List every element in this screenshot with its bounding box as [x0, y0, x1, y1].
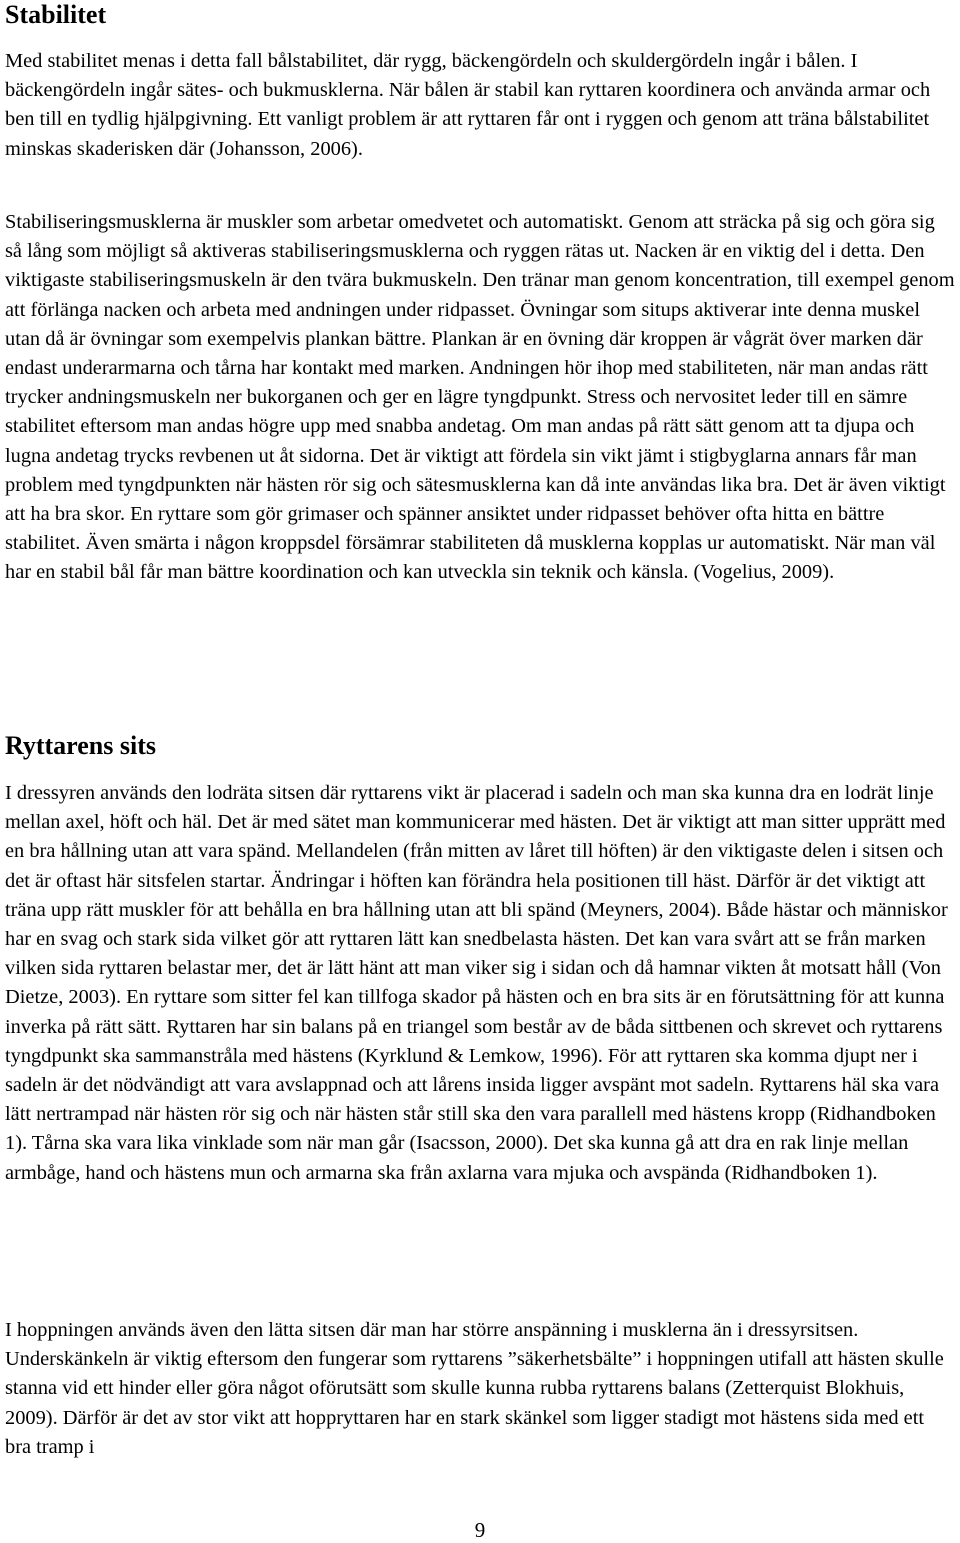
- paragraph-dressyr-sits: I dressyren används den lodräta sitsen där ryttarens vikt är placerad i sadeln och man ska kunna dra en lodrät linje mellan axel, höft och häl. Det är med sätet man kommunicerar med hästen. Det är viktigt att man sitter upprätt med en bra hållning utan att vara spänd. Mellandelen (från mitten av låret till höften) är den viktigaste delen i sitsen och det är oftast här sitsfelen startar. Ändringar i höften kan förändra hela positionen till häst. Därför är det viktigt att träna upp rätt muskler för att behålla en bra hållning utan att bli spänd (Meyners, 2004). Både hästar och människor har en svag och stark sida vilket gör att ryttaren lätt kan snedbelasta hästen. Det kan vara svårt att se från marken vilken sida ryttaren belastar mer, det är lätt hänt att man viker sig i sidan och då hamnar vikten åt motsatt håll (Von Dietze, 2003). En ryttare som sitter fel kan tillfoga skador på hästen och en bra sits är en förutsättning för att kunna inverka på rätt sätt. Ryttaren har sin balans på en triangel som består av de båda sittbenen och skrevet och ryttarens tyngdpunkt ska sammanstråla med hästens (Kyrklund & Lemkow, 1996). För att ryttaren ska komma djupt ner i sadeln är det nödvändigt att vara avslappnad och att lårens insida ligger avspänt mot sadeln. Ryttarens häl ska vara lätt nertrampad när hästen rör sig och när hästen står still ska den vara parallell med hästens kropp (Ridhandboken 1). Tårna ska vara lika vinklade som när man går (Isacsson, 2000). Det ska kunna gå att dra en rak linje mellan armbåge, hand och hästens mun och armarna ska från axlarna vara mjuka och avspända (Ridhandboken 1).: [5, 782, 948, 1184]
- paragraph-hoppning-sits: I hoppningen används även den lätta sitsen där man har större anspänning i musklerna än i dressyrsitsen. Underskänkeln är viktig eftersom den fungerar som ryttarens ”säkerhetsbälte” i hoppningen utifall att hästen skulle stanna vid ett hinder eller göra något oförutsätt som skulle kunna rubba ryttarens balans (Zetterquist Blokhuis, 2009). Därför är det av stor vikt att hoppryttaren har en stark skänkel som ligger stadigt mot hästens sida med ett bra tramp i: [5, 1319, 944, 1458]
- paragraph-stabiliseringsmusklerna: Stabiliseringsmusklerna är muskler som arbetar omedvetet och automatiskt. Genom att sträcka på sig och göra sig så lång som möjligt så aktiveras stabiliseringsmusklerna och ryggen rätas ut. Nacken är en viktig del i detta. Den viktigaste stabiliseringsmuskeln är den tvära bukmuskeln. Den tränar man genom koncentration, till exempel genom att förlänga nacken och arbeta med andningen under ridpasset. Övningar som situps aktiverar inte denna muskel utan då är övningar som exempelvis plankan bättre. Plankan är en övning där kroppen är vågrät över marken där endast underarmarna och tårna har kontakt med marken. Andningen hör ihop med stabiliteten, när man andas rätt trycker andningsmuskeln ner bukorganen och ger en lägre tyngdpunkt. Stress och nervositet leder till en sämre stabilitet eftersom man andas högre upp med snabba andetag. Om man andas på rätt sätt genom att ta djupa och lugna andetag trycks revbenen ut åt sidorna. Det är viktigt att fördela sin vikt jämt i stigbyglarna annars får man problem med tyngdpunkten när hästen rör sig och sätesmusklerna kan då inte användas lika bra. Det är även viktigt att ha bra skor. En ryttare som gör grimaser och spänner ansiktet under ridpasset behöver ofta hitta en bättre stabilitet. Även smärta i någon kroppsdel försämrar stabiliteten då musklerna kopplas ur automatiskt. När man väl har en stabil bål får man bättre koordination och kan utveckla sin teknik och känsla. (Vogelius, 2009).: [5, 211, 955, 584]
- page-number: 9: [474, 1518, 486, 1542]
- section-heading-stabilitet: Stabilitet: [5, 0, 107, 29]
- section-heading-ryttarens-sits: Ryttarens sits: [5, 731, 156, 760]
- paragraph-stabilitet-intro: Med stabilitet menas i detta fall bålstabilitet, där rygg, bäckengördeln och skuldergördeln ingår i bålen. I bäckengördeln ingår sätes- och bukmusklerna. När bålen är stabil kan ryttaren koordinera och använda armar och ben till en tydlig hjälpgivning. Ett vanligt problem är att ryttaren får ont i ryggen och genom att träna bålstabilitet minskas skaderisken där (Johansson, 2006).: [5, 50, 931, 160]
